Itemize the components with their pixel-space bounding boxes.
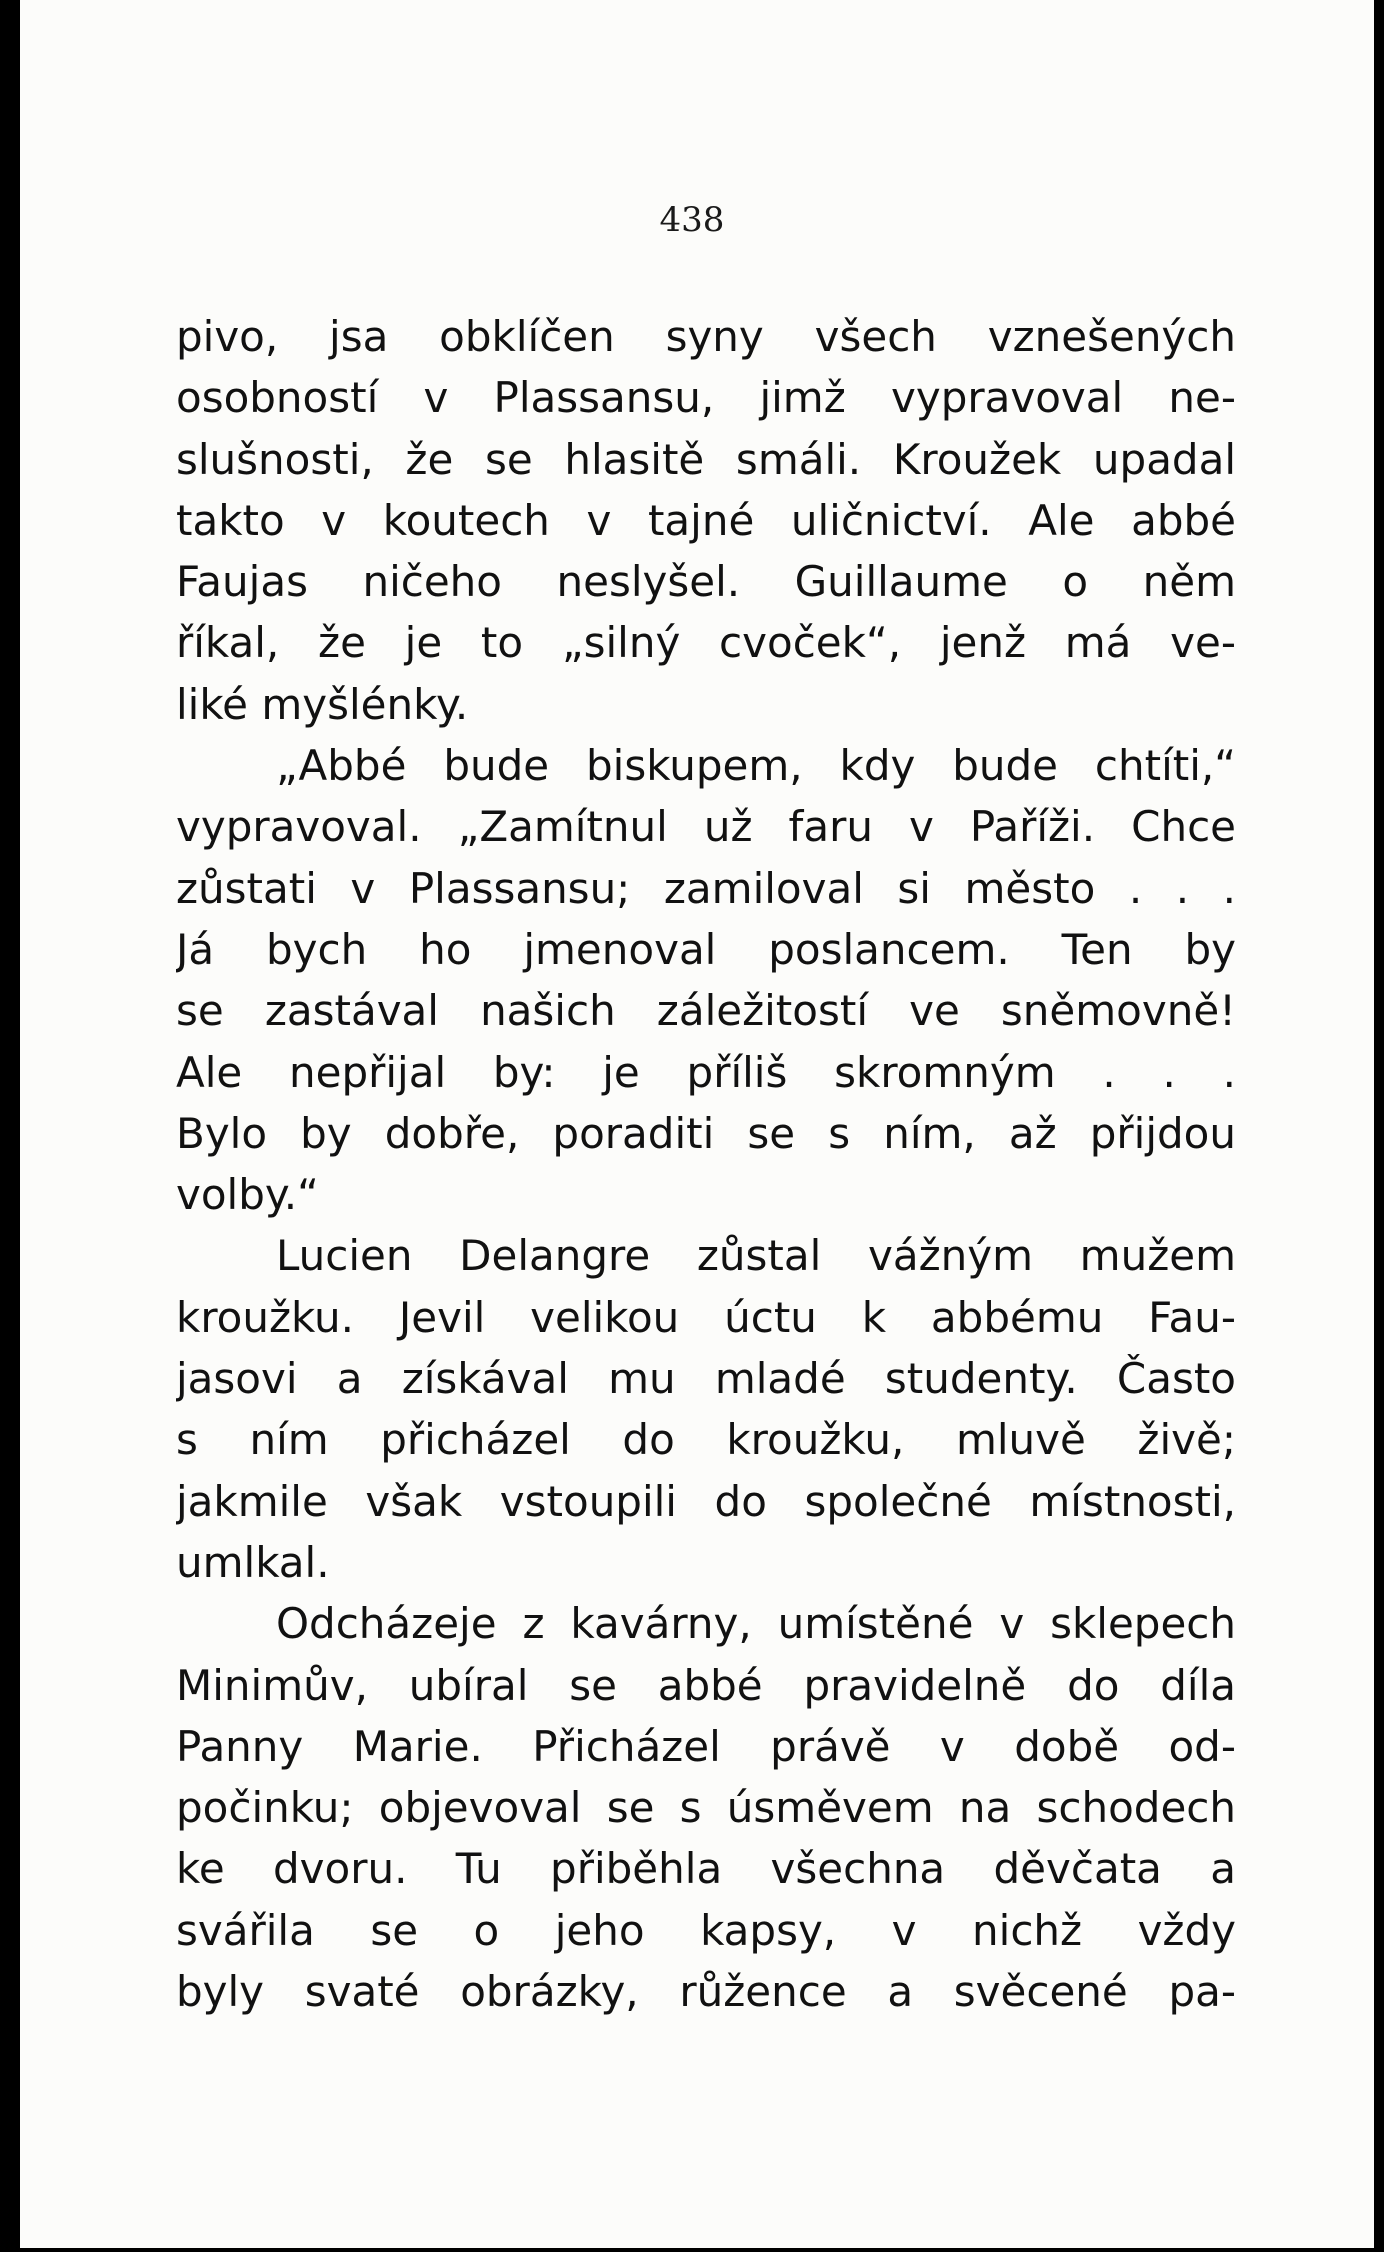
text-line: vypravoval. „Zamítnul už faru v Paříži. Chce <box>176 802 1236 852</box>
text-line: Ale nepřijal by: je příliš skromným . . . <box>176 1047 1236 1097</box>
text-line: zůstati v Plassansu; zamiloval si město . . . <box>176 863 1236 913</box>
text-line: liké myšlénky. <box>176 679 469 729</box>
text-line: se zastával našich záležitostí ve sněmovně! <box>176 986 1236 1036</box>
text-line: Minimův, ubíral se abbé pravidelně do díla <box>176 1660 1236 1710</box>
text-line: s ním přicházel do kroužku, mluvě živě; <box>176 1415 1236 1465</box>
text-line: byly svaté obrázky, růžence a svěcené pa- <box>176 1967 1236 2017</box>
text-line: Lucien Delangre zůstal vážným mužem <box>276 1231 1236 1281</box>
text-line: jasovi a získával mu mladé studenty. Často <box>176 1354 1236 1404</box>
text-line: Já bych ho jmenoval poslancem. Ten by <box>176 924 1236 974</box>
body-text <box>176 306 1236 2022</box>
text-line: jakmile však vstoupili do společné místnosti, <box>176 1476 1236 1526</box>
text-line: kroužku. Jevil velikou úctu k abbému Fau- <box>176 1292 1236 1342</box>
text-line: Bylo by dobře, poraditi se s ním, až přijdou <box>176 1108 1236 1158</box>
text-line: Odcházeje z kavárny, umístěné v sklepech <box>276 1599 1236 1649</box>
text-line: říkal, že je to „silný cvoček“, jenž má ve- <box>176 618 1236 668</box>
text-line: takto v koutech v tajné uličnictví. Ale abbé <box>176 495 1236 545</box>
text-line: svářila se o jeho kapsy, v nichž vždy <box>176 1905 1236 1955</box>
text-line: volby.“ <box>176 1170 319 1220</box>
text-line: Panny Marie. Přicházel právě v době od- <box>176 1721 1236 1771</box>
text-line: „Abbé bude biskupem, kdy bude chtíti,“ <box>276 741 1236 791</box>
text-line: Faujas ničeho neslyšel. Guillaume o něm <box>176 557 1236 607</box>
text-line: slušnosti, že se hlasitě smáli. Kroužek upadal <box>176 434 1236 484</box>
page-number: 438 <box>659 200 725 240</box>
text-line: umlkal. <box>176 1537 330 1587</box>
text-line: pivo, jsa obklíčen syny všech vznešených <box>176 312 1236 361</box>
text-line: počinku; objevoval se s úsměvem na schodech <box>176 1783 1236 1833</box>
text-line: ke dvoru. Tu přiběhla všechna děvčata a <box>176 1844 1236 1894</box>
text-line: osobností v Plassansu, jimž vypravoval ne- <box>176 373 1236 423</box>
